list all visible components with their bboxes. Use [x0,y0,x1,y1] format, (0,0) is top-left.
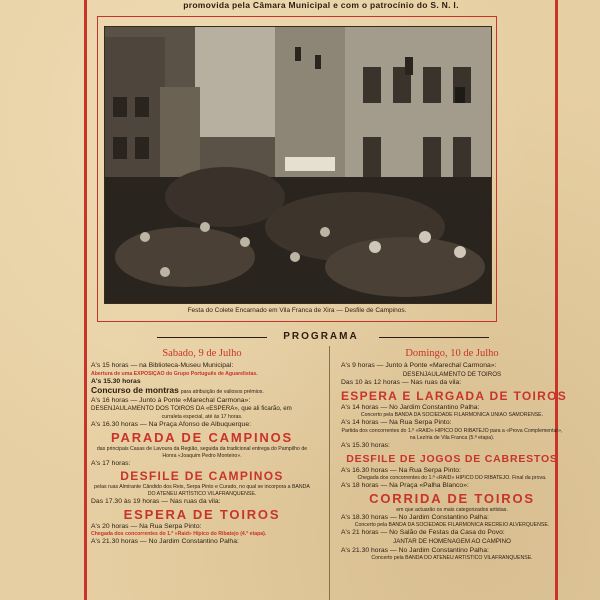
sun-event-3-detail: Concerto pela BANDA DA SOCIEDADE FILARMÓNICA UNIÃO SAMORENSE. [360,412,544,419]
sun-event-9: A's 21 horas — No Salão de Festas da Casa do Povo: [341,529,505,537]
sat-espera-toiros: ESPERA DE TOIROS [123,506,281,522]
sun-espera-largada: ESPERA E LARGADA DE TOIROS [341,388,568,403]
sun-event-1-detail: DESENJAULAMENTO DE TOIROS [402,370,502,378]
sunday-column [341,348,568,562]
sat-event-1: A's 15 horas — na Biblioteca-Museu Municipal: [91,362,234,369]
sat-event-2: Concurso de montras para atribuição de valiosos prémios. [91,386,264,396]
sun-event-7: A's 18 horas — Na Praça «Palha Blanco»: [341,482,469,490]
sun-event-8: A's 18.30 horas — No Jardim Constantino Palha: [341,513,489,521]
sun-event-2: Das 10 às 12 horas — Nas ruas da vila: [341,379,462,387]
sunday-heading: Domingo, 10 de Julho [405,348,499,359]
sat-event-4: A's 16.30 horas — Na Praça Afonso de Albuquerque: [91,420,251,428]
saturday-heading: Sabado, 9 de Julho [162,348,242,359]
sat-event-8: A's 21.30 horas — No Jardim Constantino Palha: [91,538,239,546]
column-divider [329,346,330,600]
sat-event-3-detail: DESENJAULAMENTO DOS TOIROS DA «ESPERA», que ali ficarão, em [91,405,292,413]
festival-photo-illustration [105,27,492,304]
sat-desfile-campinos: DESFILE DE CAMPINOS [120,469,284,484]
sun-event-5: A's 15.30 horas: [341,441,390,449]
photo-caption: Festa do Colete Encarnado em Vila Franca de Xira — Desfile de Campinos. [187,307,407,314]
sun-event-9-detail: JANTAR DE HOMENAGEM AO CAMPINO [393,537,511,545]
sat-event-5-detail: pelas ruas Almirante Cândido dos Reis, Serpa Pinto e Curado, no qual se incorpora a BANDA DO ATENEU ARTÍSTICO VILAFRANQUENSE. [94,484,310,498]
photo-box [97,16,497,322]
sun-event-10: A's 21.30 horas — No Jardim Constantino Palha: [341,546,489,554]
sun-desfile-jogos: DESFILE DE JOGOS DE CABRESTOS [346,452,558,465]
sat-event-6: Das 17.30 às 19 horas — Nas ruas da vila: [91,498,221,506]
poster-subtitle: promovida pela Câmara Municipal e com o patrocínio do S. N. I. [183,0,459,10]
sat-event-1-detail: Abertura de uma EXPOSIÇÃO do Grupo Português de Aguarelistas. [91,370,258,377]
sun-event-4: A's 14 horas — Na Rua Serpa Pinto: [341,419,452,427]
sun-corrida-toiros: CORRIDA DE TOIROS [369,490,535,506]
festival-photo [104,26,492,304]
sun-event-6: A's 16.30 horas — Na Rua Serpa Pinto: [341,466,461,474]
programa-heading: PROGRAMA [283,331,359,342]
programa-rule-right [379,337,489,338]
saturday-column [91,348,313,547]
sun-event-4-detail: Partida dos concorrentes do 1.º «RAID» HÍPICO DO RIBATEJO para a «Prova Complementar», na Lezíria de Vila Franca (5.ª etapa). [341,427,563,441]
sun-event-7-detail: em que actuarão os mais categorizados artistas. [396,506,508,513]
sat-event-4-detail: das principais Casas de Lavoura da Região, seguida da tradicional entrega do Pampilho de Honra «Joaquim Pedro Monteiro». [96,445,308,459]
sat-event-3-note: curraleta especial, até às 17 horas. [161,413,243,420]
sat-event-3: A's 16 horas — Junto à Ponte «Marechal Carmona»: [91,396,251,404]
sun-event-6-detail: Chegada dos concorrentes do 1.º «RAID» HÍPICO DO RIBATEJO. Final da prova. [357,475,547,482]
sun-event-3: A's 14 horas — No Jardim Constantino Palha: [341,403,480,411]
sat-event-7-detail: Chegada dos concorrentes do 1.º «Raid» Hípico do Ribatejo (4.ª etapa). [91,531,267,538]
sun-event-10-detail: Concerto pela BANDA DO ATENEU ARTÍSTICO VILAFRANQUENSE. [371,555,533,562]
poster-frame [84,0,568,600]
sat-parada-campinos: PARADA DE CAMPINOS [111,429,293,445]
sun-event-8-detail: Concerto pela BANDA DA SOCIEDADE FILARMÓNICA RECREIO ALVERQUENSE. [354,522,550,529]
sat-event-5: A's 17 horas: [91,459,131,467]
sun-event-1: A's 9 horas — Junto à Ponte «Marechal Carmona»: [341,362,497,369]
sat-event-2-time: A's 15.30 horas [91,377,141,385]
sat-event-7: A's 20 horas — Na Rua Serpa Pinto: [91,522,202,530]
